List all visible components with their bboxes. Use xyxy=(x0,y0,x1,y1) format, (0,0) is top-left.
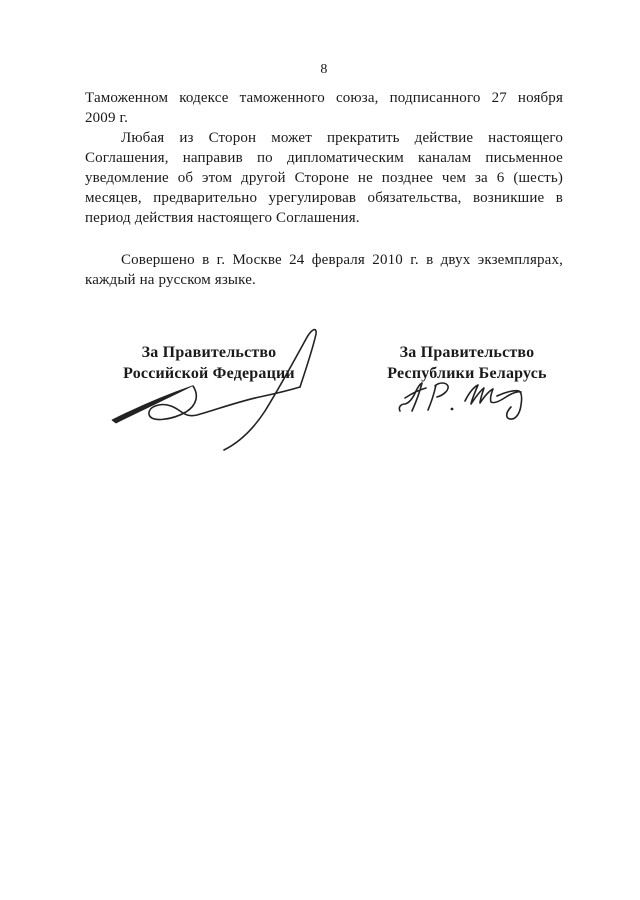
handwritten-signatures xyxy=(90,320,550,468)
signature-russia xyxy=(112,330,316,450)
text-line: месяцев, предварительно урегулировав обязательства, возникшие в xyxy=(85,190,563,206)
text-line: Совершено в г. Москве 24 февраля 2010 г. в двух экземплярах, xyxy=(121,252,563,268)
text-line: уведомление об этом другой Стороне не позднее чем за 6 (шесть) xyxy=(85,170,563,186)
text-line: 2009 г. xyxy=(85,110,129,126)
document-body xyxy=(85,88,563,290)
signature-label-line: Республики Беларусь xyxy=(387,365,547,382)
text-line: период действия настоящего Соглашения. xyxy=(85,210,360,226)
paragraph xyxy=(85,128,563,228)
signature-label-line: Российской Федерации xyxy=(123,365,295,382)
text-line: каждый на русском языке. xyxy=(85,272,256,288)
paragraph xyxy=(85,88,563,128)
text-line: Любая из Сторон может прекратить действие настоящего xyxy=(121,130,563,146)
signature-label-line: За Правительство xyxy=(399,344,535,361)
signature-label-line: За Правительство xyxy=(141,344,277,361)
paragraph xyxy=(85,250,563,290)
text-line: Соглашения, направив по дипломатическим каналам письменное xyxy=(85,150,563,166)
text-line: Таможенном кодексе таможенного союза, подписанного 27 ноября xyxy=(85,90,563,106)
page-number: 8 xyxy=(320,62,328,77)
signature-belarus xyxy=(399,383,521,419)
